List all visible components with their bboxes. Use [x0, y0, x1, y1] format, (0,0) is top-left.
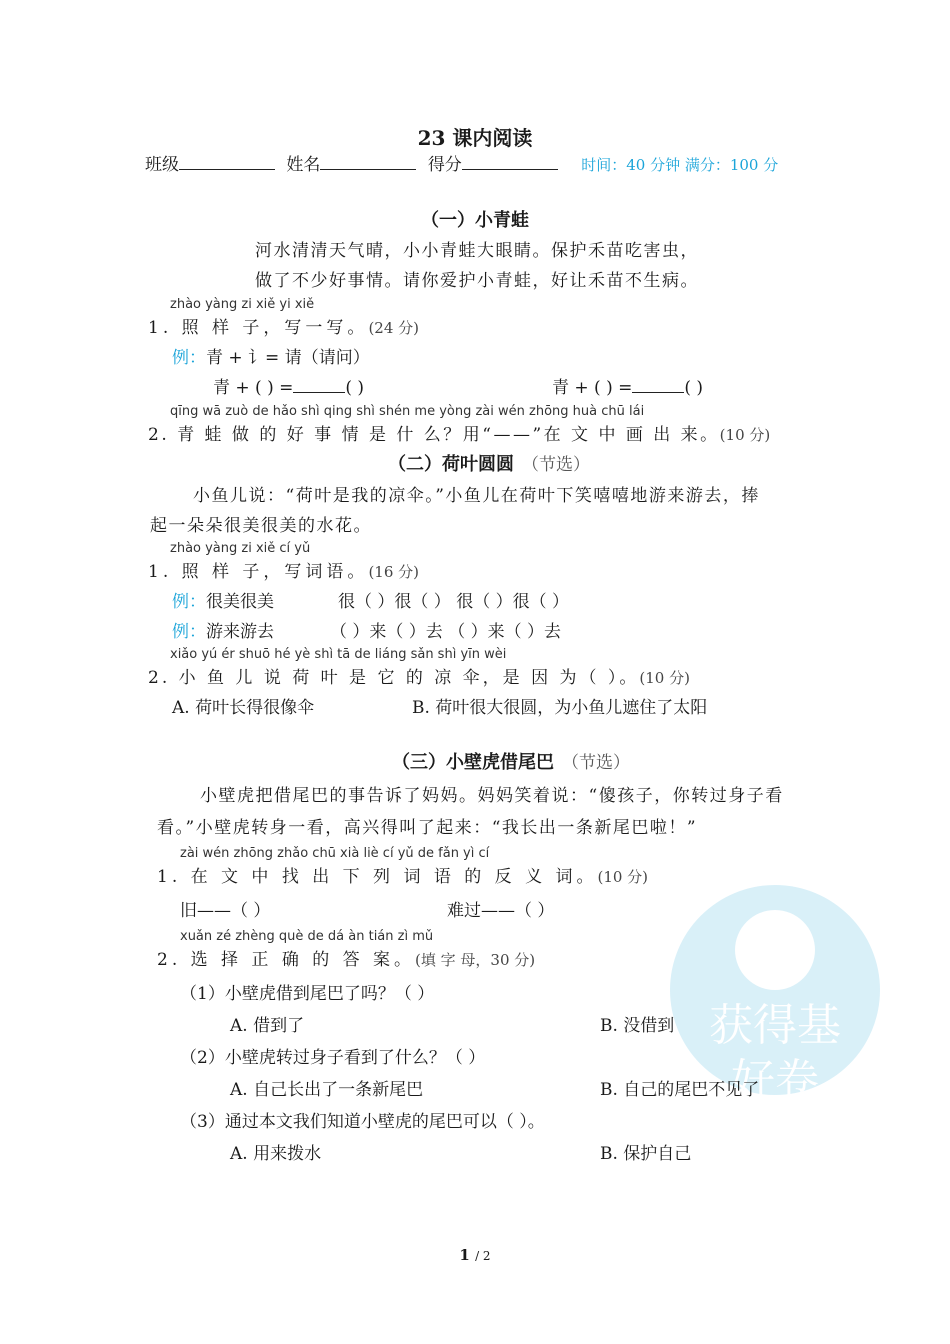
- s2-para-line-2: 起一朵朵很美很美的水花。: [150, 516, 372, 536]
- name-label: 姓名: [286, 155, 321, 175]
- s3-para-line-1: 小壁虎把借尾巴的事告诉了妈妈。妈妈笑着说：“傻孩子，你转过身子看: [200, 786, 784, 806]
- poem-line-2: 做了不少好事情。请你爱护小青蛙，好让禾苗不生病。: [255, 271, 699, 291]
- s3-sub-question-3: （3）通过本文我们知道小壁虎的尾巴可以（ ）。: [180, 1112, 545, 1132]
- s3-antonym-2[interactable]: 难过——（ ）: [447, 901, 555, 921]
- name-blank[interactable]: [320, 153, 416, 170]
- page-number: 1 / 2: [459, 1246, 491, 1264]
- s1-fill-b[interactable]: 青 + ( ) = ( ): [552, 378, 704, 398]
- page-title: 23 课内阅读: [417, 126, 533, 150]
- s2-question-2: 2. 小 鱼 儿 说 荷 叶 是 它 的 凉 伞，是 因 为（ ）。(10 分): [148, 668, 690, 688]
- svg-text:获得基: 获得基: [709, 1000, 841, 1051]
- s3-antonym-1[interactable]: 旧——（ ）: [180, 901, 271, 921]
- s3-sub-question-2: （2）小壁虎转过身子看到了什么？（ ）: [180, 1048, 486, 1068]
- s2-option-b[interactable]: B. 荷叶很大很圆，为小鱼儿遮住了太阳: [412, 698, 708, 718]
- s3-sub-1-option-b[interactable]: B. 没借到: [600, 1016, 675, 1036]
- s2-option-a[interactable]: A. 荷叶长得很像伞: [172, 698, 315, 718]
- s1-question-1: 1. 照 样 子，写一写。(24 分): [148, 318, 419, 338]
- s1-q1-pinyin: zhào yàng zi xiě yi xiě: [170, 297, 315, 312]
- score-label: 得分: [427, 155, 462, 175]
- svg-text:好卷: 好卷: [731, 1055, 819, 1106]
- s1-question-2: 2. 青 蛙 做 的 好 事 情 是 什 么？用“——”在 文 中 画 出 来。(10 分): [148, 425, 771, 445]
- s2-q2-pinyin: xiǎo yú ér shuō hé yè shì tā de liáng sǎn shì yīn wèi: [170, 647, 507, 662]
- s3-question-1: 1. 在 文 中 找 出 下 列 词 语 的 反 义 词。(10 分): [157, 867, 649, 887]
- s3-sub-2-option-a[interactable]: A. 自己长出了一条新尾巴: [230, 1080, 424, 1100]
- s3-sub-3-option-b[interactable]: B. 保护自己: [600, 1144, 692, 1164]
- s3-sub-1-option-a[interactable]: A. 借到了: [230, 1016, 305, 1036]
- s2-example-2: 例：游来游去: [172, 622, 274, 642]
- s3-para-line-2: 看。”小壁虎转身一看，高兴得叫了起来：“我长出一条新尾巴啦！”: [157, 818, 698, 838]
- s3-sub-3-option-a[interactable]: A. 用来拨水: [230, 1144, 322, 1164]
- s1-q2-pinyin: qīng wā zuò de hǎo shì qing shì shén me yòng zài wén zhōng huà chū lái: [170, 404, 645, 419]
- s2-fill-1[interactable]: 很（ ）很（ ） 很（ ）很（ ）: [338, 592, 570, 612]
- poem-line-1: 河水清清天气晴，小小青蛙大眼睛。保护禾苗吃害虫，: [255, 241, 699, 261]
- class-blank[interactable]: [179, 153, 275, 170]
- s3-q2-pinyin: xuǎn zé zhèng què de dá àn tián zì mǔ: [180, 929, 434, 944]
- s3-sub-2-option-b[interactable]: B. 自己的尾巴不见了: [600, 1080, 760, 1100]
- s1-fill-a[interactable]: 青 + ( ) = ( ): [213, 378, 365, 398]
- s2-fill-2[interactable]: （ ）来（ ）去 （ ）来（ ）去: [330, 622, 562, 642]
- score-blank[interactable]: [462, 153, 558, 170]
- s2-example-1: 例：很美很美: [172, 592, 274, 612]
- section-1-heading: （一）小青蛙: [421, 210, 529, 231]
- section-3-heading: （三）小壁虎借尾巴 （节选）: [392, 752, 630, 773]
- s1-example: 例：青 + 讠= 请（请问）: [172, 348, 370, 368]
- s2-q1-pinyin: zhào yàng zi xiě cí yǔ: [170, 541, 311, 556]
- section-2-heading: （二）荷叶圆圆 （节选）: [388, 454, 590, 475]
- s2-question-1: 1. 照 样 子，写词语。(16 分): [148, 562, 419, 582]
- s3-q1-pinyin: zài wén zhōng zhǎo chū xià liè cí yǔ de fǎn yì cí: [180, 846, 490, 861]
- s3-question-2: 2. 选 择 正 确 的 答 案。(填 字 母，30 分): [157, 950, 536, 970]
- time-info: 时间：40 分钟 满分：100 分: [581, 156, 779, 174]
- class-label: 班级: [145, 155, 179, 175]
- s2-para-line-1: 小鱼儿说：“荷叶是我的凉伞。”小鱼儿在荷叶下笑嘻嘻地游来游去，捧: [193, 486, 760, 506]
- s3-sub-question-1: （1）小壁虎借到尾巴了吗？（ ）: [180, 984, 435, 1004]
- student-info-row: [145, 150, 778, 175]
